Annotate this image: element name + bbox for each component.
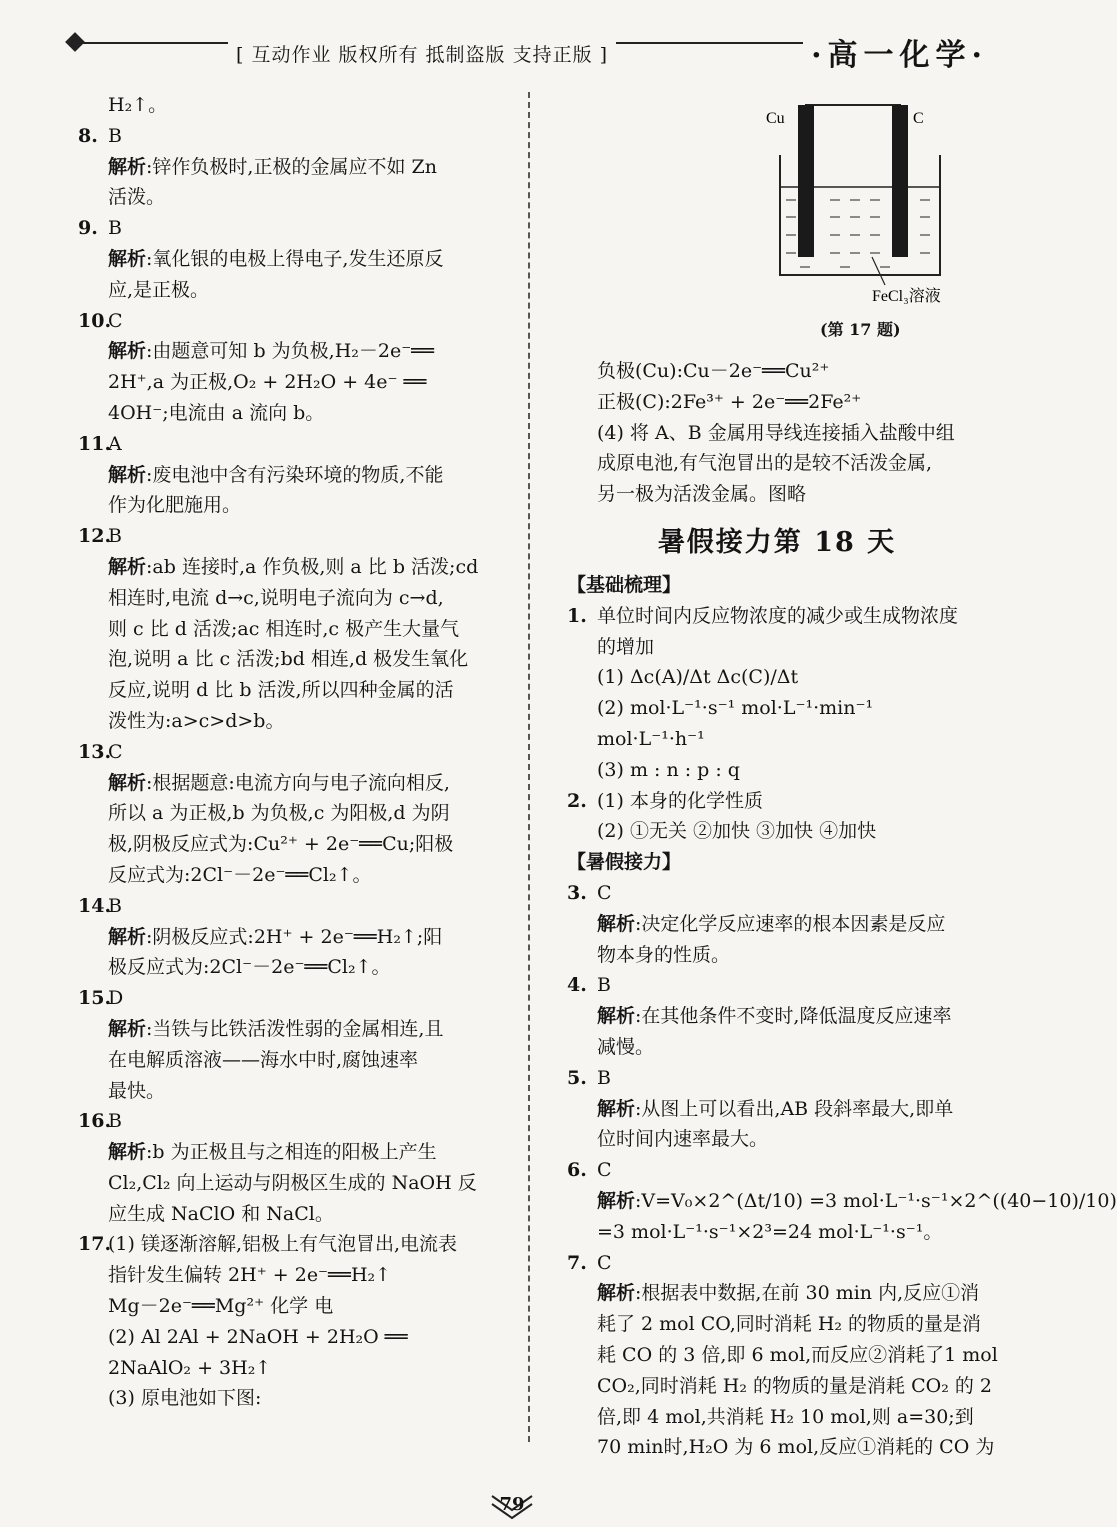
text-line (567, 356, 987, 387)
left-column (78, 90, 498, 1414)
figure-caption: (第 17 题) (820, 320, 901, 339)
text-line (567, 693, 987, 724)
figure-17 (740, 95, 980, 340)
line-text: :ab 连接时,a 作负极,则 a 比 b 活泼;cd (146, 555, 479, 578)
question-number: 2. (567, 789, 587, 812)
text-line (567, 1371, 992, 1402)
line-text: :在其他条件不变时,降低温度反应速率 (635, 1005, 952, 1028)
line-text: :V=V₀×2^(Δt/10) =3 mol·L⁻¹·s⁻¹×2^((40−10)/10) (635, 1189, 1117, 1212)
text-line (78, 90, 498, 121)
text-line (78, 829, 498, 860)
line-text: 作为化肥施用。 (108, 494, 242, 517)
line-text: 2H⁺,a 为正极,O₂ + 2H₂O + 4e⁻ ══ (108, 371, 427, 394)
text-line (567, 816, 987, 847)
text-line (78, 275, 498, 306)
question-number: 13. (78, 740, 112, 763)
line-text: 最快。 (108, 1079, 166, 1102)
solution-pointer (872, 257, 885, 285)
line-text: (4) 将 A、B 金属用导线连接插入盐酸中组 (597, 421, 955, 444)
text-line (78, 1291, 498, 1322)
answer-text: 单位时间内反应物浓度的减少或生成物浓度 (597, 604, 959, 627)
text-line (78, 1260, 498, 1291)
line-text: 的增加 (597, 635, 655, 658)
text-line (567, 1309, 987, 1340)
line-text: 减慢。 (597, 1035, 655, 1058)
text-line (78, 1076, 498, 1107)
answer-text: C (597, 881, 612, 904)
answer-line (78, 521, 498, 552)
text-line (78, 244, 498, 275)
line-text: H₂↑。 (108, 94, 168, 116)
question-number: 12. (78, 525, 112, 548)
line-text: :废电池中含有污染环境的物质,不能 (146, 463, 444, 486)
question-number: 11. (78, 432, 112, 455)
question-number: 16. (78, 1110, 112, 1133)
text-line (78, 152, 498, 183)
answer-text: C (108, 740, 123, 763)
text-line (567, 1001, 987, 1032)
text-line (78, 583, 498, 614)
line-text: 负极(Cu):Cu－2e⁻══Cu²⁺ (597, 360, 830, 382)
text-line (78, 675, 498, 706)
analysis-label: 解析 (108, 247, 147, 270)
line-text: 耗 CO 的 3 倍,即 6 mol,而反应②消耗了1 mol (597, 1343, 998, 1366)
line-text: 反应,说明 d 比 b 活泼,所以四种金属的活 (108, 679, 454, 702)
text-line (567, 1094, 987, 1125)
text-line (78, 952, 498, 983)
page-header (58, 28, 988, 78)
line-text: 极,阴极反应式为:Cu²⁺ + 2e⁻══Cu;阳极 (108, 833, 454, 856)
answer-text: (1) 本身的化学性质 (597, 789, 763, 812)
answer-text: D (108, 987, 124, 1010)
analysis-label: 解析 (597, 1005, 636, 1028)
text-line (567, 755, 987, 786)
cu-electrode (798, 105, 814, 257)
question-number: 4. (567, 974, 587, 997)
line-text: :决定化学反应速率的根本因素是反应 (635, 912, 946, 935)
answer-line (567, 1063, 987, 1094)
text-line (567, 940, 987, 971)
text-line (78, 398, 498, 429)
text-line (78, 706, 498, 737)
line-text: 所以 a 为正极,b 为负极,c 为阳极,d 为阴 (108, 802, 450, 825)
text-line (78, 1168, 498, 1199)
line-text: 另一极为活泼金属。图略 (597, 483, 807, 506)
analysis-label: 解析 (597, 1282, 636, 1305)
header-subject: ·高一化学· (803, 30, 988, 74)
text-line (567, 479, 987, 510)
right-column (567, 356, 1117, 1463)
c-label: C (913, 110, 924, 127)
line-text: 则 c 比 d 活泼;ac 相连时,c 极产生大量气 (108, 617, 460, 640)
header-notice: [ 互动作业 版权所有 抵制盗版 支持正版 ] (228, 40, 616, 67)
answer-text: C (597, 1159, 612, 1182)
answer-text: B (597, 974, 611, 997)
line-text: Cl₂,Cl₂ 向上运动与阴极区生成的 NaOH 反 (108, 1171, 477, 1194)
text-line (567, 1186, 1117, 1217)
answer-text: (1) 镁逐渐溶解,铝极上有气泡冒出,电流表 (108, 1233, 458, 1256)
column-divider (528, 92, 530, 1442)
header-diamond (65, 32, 85, 52)
line-text: 在电解质溶液——海水中时,腐蚀速率 (108, 1048, 419, 1071)
answer-text: A (108, 432, 122, 455)
text-line (567, 1402, 987, 1433)
line-text: 活泼。 (108, 186, 166, 209)
text-line (78, 768, 498, 799)
answer-line (78, 306, 498, 337)
analysis-label: 解析 (108, 1141, 147, 1164)
line-text: (2) mol·L⁻¹·s⁻¹ mol·L⁻¹·min⁻¹ (597, 697, 874, 720)
text-line (567, 1432, 995, 1463)
answer-line (78, 213, 498, 244)
text-line (78, 860, 498, 891)
text-line (78, 1045, 498, 1076)
text-line (567, 1278, 987, 1309)
text-line (78, 367, 498, 398)
line-text: 相连时,电流 d→c,说明电子流向为 c→d, (108, 586, 444, 609)
answer-line (78, 1229, 498, 1260)
analysis-label: 解析 (597, 912, 636, 935)
text-line (567, 909, 987, 940)
analysis-label: 解析 (108, 463, 147, 486)
line-text: 应,是正极。 (108, 278, 210, 301)
text-line (78, 1014, 498, 1045)
text-line (78, 1322, 498, 1353)
answer-text: B (108, 217, 122, 240)
line-text: 泡,说明 a 比 c 活泼;bd 相连,d 极发生氧化 (108, 648, 469, 671)
analysis-label: 解析 (108, 555, 147, 578)
line-text: 2NaAlO₂ + 3H₂↑ (108, 1356, 272, 1379)
line-text: 应生成 NaClO 和 NaCl。 (108, 1202, 334, 1225)
text-line (567, 662, 987, 693)
text-line (567, 387, 987, 418)
line-text: 位时间内速率最大。 (597, 1128, 769, 1151)
question-number: 17. (78, 1233, 112, 1256)
line-text: =3 mol·L⁻¹·s⁻¹×2³=24 mol·L⁻¹·s⁻¹。 (597, 1220, 943, 1243)
answer-text: C (108, 309, 123, 332)
text-line (567, 1124, 987, 1155)
text-line (567, 448, 987, 479)
text-line (78, 798, 498, 829)
question-number: 15. (78, 987, 112, 1010)
text-line (567, 418, 987, 449)
text-line (78, 1137, 498, 1168)
section-heading: 【暑假接力】 (567, 851, 682, 874)
answer-line (567, 878, 987, 909)
analysis-label: 解析 (597, 1189, 636, 1212)
question-number: 10. (78, 309, 112, 332)
line-text: 正极(C):2Fe³⁺ + 2e⁻══2Fe²⁺ (597, 390, 862, 413)
line-text: 4OH⁻;电流由 a 流向 b。 (108, 401, 325, 424)
text-line (567, 632, 987, 663)
line-text: 泼性为:a>c>d>b。 (108, 709, 285, 732)
c-electrode (892, 105, 908, 257)
line-text: :当铁与比铁活泼性弱的金属相连,且 (146, 1017, 444, 1040)
answer-line (567, 601, 987, 632)
question-number: 7. (567, 1251, 587, 1274)
answer-text: B (597, 1066, 611, 1089)
answer-line (78, 1106, 498, 1137)
analysis-label: 解析 (597, 1097, 636, 1120)
answer-text: B (108, 894, 122, 917)
line-text: :b 为正极且与之相连的阳极上产生 (146, 1141, 437, 1164)
line-text: :根据表中数据,在前 30 min 内,反应①消 (635, 1282, 980, 1305)
answer-line (78, 737, 498, 768)
line-text: :阴极反应式:2H⁺ + 2e⁻══H₂↑;阳 (146, 925, 443, 948)
text-line (567, 724, 987, 755)
section-title: 暑假接力第 18 天 (657, 526, 897, 558)
line-text: (3) m : n : p : q (597, 758, 740, 781)
page-number-badge (488, 1482, 536, 1522)
answer-text: B (108, 525, 122, 548)
line-text: 极反应式为:2Cl⁻－2e⁻══Cl₂↑。 (108, 956, 391, 979)
text-line (78, 490, 498, 521)
line-text: (3) 原电池如下图: (108, 1387, 262, 1410)
line-text: :由题意可知 b 为负极,H₂－2e⁻══ (146, 340, 435, 363)
answer-line (567, 970, 987, 1001)
line-text: 70 min时,H₂O 为 6 mol,反应①消耗的 CO 为 (597, 1436, 995, 1459)
answer-line (78, 121, 498, 152)
answer-text: B (108, 124, 122, 147)
line-text: 指针发生偏转 2H⁺ + 2e⁻══H₂↑ (108, 1264, 392, 1287)
question-number: 1. (567, 604, 587, 627)
text-line (78, 644, 498, 675)
text-line (78, 922, 498, 953)
answer-line (78, 983, 498, 1014)
text-line (78, 552, 498, 583)
line-text: mol·L⁻¹·h⁻¹ (597, 727, 705, 750)
line-text: 物本身的性质。 (597, 943, 731, 966)
text-line (567, 1217, 987, 1248)
page-number: 79 (499, 1494, 525, 1515)
question-number: 9. (78, 217, 98, 240)
text-line (78, 1383, 498, 1414)
answer-line (567, 786, 987, 817)
line-text: Mg－2e⁻══Mg²⁺ 化学 电 (108, 1295, 334, 1318)
line-text: 耗了 2 mol CO,同时消耗 H₂ 的物质的量是消 (597, 1313, 982, 1336)
galvanic-cell-diagram (740, 95, 980, 315)
line-text: 倍,即 4 mol,共消耗 H₂ 10 mol,则 a=30;到 (597, 1405, 974, 1428)
analysis-label: 解析 (108, 155, 147, 178)
question-number: 6. (567, 1159, 587, 1182)
line-text: :根据题意:电流方向与电子流向相反, (146, 771, 450, 794)
analysis-label: 解析 (108, 925, 147, 948)
question-number: 5. (567, 1066, 587, 1089)
analysis-label: 解析 (108, 340, 147, 363)
text-line (78, 614, 498, 645)
section-heading: 【基础梳理】 (567, 573, 682, 596)
solution-label: FeCl₃溶液 (872, 288, 941, 305)
line-text: :从图上可以看出,AB 段斜率最大,即单 (635, 1097, 954, 1120)
line-text: (2) Al 2Al + 2NaOH + 2H₂O ══ (108, 1325, 408, 1348)
answer-line (567, 1155, 987, 1186)
line-text: (2) ①无关 ②加快 ③加快 ④加快 (597, 820, 877, 843)
question-number: 3. (567, 881, 587, 904)
text-line (78, 336, 498, 367)
text-line (567, 1340, 998, 1371)
line-text: CO₂,同时消耗 H₂ 的物质的量是消耗 CO₂ 的 2 (597, 1374, 992, 1397)
analysis-label: 解析 (108, 1017, 147, 1040)
text-line (78, 182, 498, 213)
line-text: :锌作负极时,正极的金属应不如 Zn (146, 155, 437, 178)
answer-line (567, 1248, 987, 1279)
text-line (78, 1199, 498, 1230)
analysis-label: 解析 (108, 771, 147, 794)
text-line (567, 1032, 987, 1063)
cu-label: Cu (766, 110, 785, 127)
answer-line (78, 429, 498, 460)
answer-text: B (108, 1110, 122, 1133)
answer-text: C (597, 1251, 612, 1274)
answer-line (78, 891, 498, 922)
line-text: 反应式为:2Cl⁻－2e⁻══Cl₂↑。 (108, 863, 372, 886)
text-line (78, 1353, 498, 1384)
wire (806, 105, 900, 141)
question-number: 14. (78, 894, 112, 917)
line-text: (1) Δc(A)/Δt Δc(C)/Δt (597, 666, 799, 689)
question-number: 8. (78, 124, 98, 147)
text-line (78, 460, 498, 491)
line-text: 成原电池,有气泡冒出的是较不活泼金属, (597, 452, 933, 475)
line-text: :氧化银的电极上得电子,发生还原反 (146, 247, 444, 270)
